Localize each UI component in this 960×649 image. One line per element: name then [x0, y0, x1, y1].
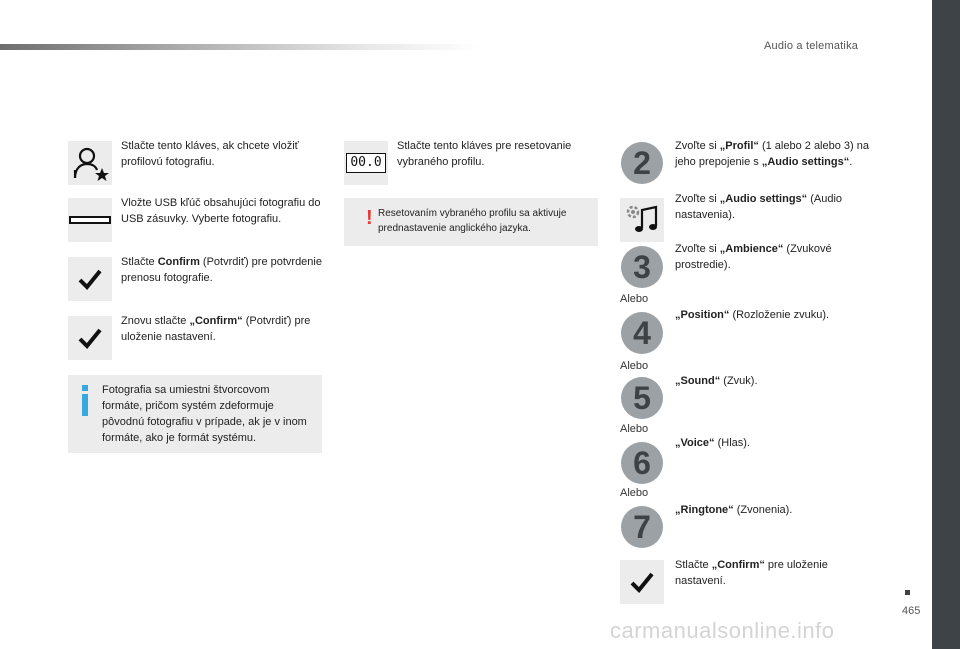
step-confirm-save-text [121, 313, 326, 345]
text-bold: „Confirm“ [189, 315, 243, 327]
text-part: (Hlas). [714, 437, 750, 449]
step-number-label: 5 [621, 377, 663, 419]
text-part: (Potvrdiť) pre potvrdenie prenosu fotografie. [121, 256, 322, 284]
step-usb-text: Vložte USB kľúč obsahujúci fotografiu do USB zásuvky. Vyberte fotografiu. [121, 197, 321, 225]
step-number-3 [620, 245, 664, 289]
checkmark-icon [68, 316, 112, 360]
checkmark-icon [68, 257, 112, 301]
warning-note [344, 198, 598, 246]
step-final-confirm-text [675, 557, 875, 589]
text-part: (1 alebo 2 alebo 3) na jeho prepojenie s [675, 140, 869, 168]
text-part: Stlačte [675, 559, 712, 571]
header-gradient-bar [0, 44, 480, 50]
text-part: Zvoľte si [675, 243, 720, 255]
text-bold: „Audio settings“ [761, 156, 850, 168]
step-number-2 [620, 141, 664, 185]
step-number-6 [620, 441, 664, 485]
text-part: (Potvrdiť) pre uloženie nastavení. [121, 315, 311, 343]
text-part: Znovu stlačte [121, 315, 190, 327]
text-bold: „Position“ [675, 309, 730, 321]
section-title: Audio a telematika [764, 40, 859, 52]
page-number: 465 [902, 605, 921, 617]
text-part: (Audio nastavenia). [675, 193, 843, 221]
user-profile-star-icon [68, 141, 112, 185]
text-part: pre uloženie nastavení. [675, 559, 828, 587]
page-marker [905, 590, 910, 595]
step-position-text [675, 307, 875, 323]
step-audio-settings-text [675, 191, 875, 223]
text-bold: „Profil“ [719, 140, 759, 152]
warning-icon: ! [366, 207, 373, 229]
text-bold: „Ambience“ [719, 243, 784, 255]
text-part: Zvoľte si [675, 193, 720, 205]
info-note-text: Fotografia sa umiestni štvorcovom formáte, pričom systém zdeformuje pôvodnú fotografiu v prípade, ak je v inom formáte, ako je formát systému. [102, 384, 307, 444]
text-part: (Zvonenia). [733, 504, 793, 516]
step-number-7 [620, 505, 664, 549]
step-ambience-text [675, 241, 875, 273]
text-part: . [849, 156, 853, 168]
step-confirm-transfer-text [121, 254, 326, 286]
text-part: (Rozloženie zvuku). [729, 309, 830, 321]
step-number-5 [620, 376, 664, 420]
text-bold: Confirm [157, 256, 200, 268]
side-strip [932, 0, 960, 649]
step-number-label: 3 [621, 246, 663, 288]
alebo-label: Alebo [620, 487, 649, 499]
gear-music-note-icon [620, 198, 664, 242]
step-ringtone-text [675, 502, 875, 518]
step-voice-text [675, 435, 875, 451]
warning-note-text: Resetovaním vybraného profilu sa aktivuje prednastavenie anglického jazyka. [378, 208, 567, 234]
info-icon [81, 385, 89, 416]
text-bold: „Confirm“ [711, 559, 765, 571]
alebo-label: Alebo [620, 360, 649, 372]
text-bold: „Voice“ [675, 437, 715, 449]
info-note [68, 375, 322, 453]
text-bold: „Audio settings“ [719, 193, 808, 205]
text-part: (Zvuk). [720, 375, 758, 387]
step-number-label: 7 [621, 506, 663, 548]
reset-display-icon [344, 141, 388, 185]
step-sound-text [675, 373, 875, 389]
reset-label: 00.0 [346, 153, 386, 173]
checkmark-icon [620, 560, 664, 604]
step-number-4 [620, 311, 664, 355]
alebo-label: Alebo [620, 293, 649, 305]
text-part: Zvoľte si [675, 140, 720, 152]
alebo-label: Alebo [620, 423, 649, 435]
text-part: (Zvukové prostredie). [675, 243, 832, 271]
text-part: Stlačte [121, 256, 158, 268]
step-reset-text: Stlačte tento kláves pre resetovanie vybraného profilu. [397, 140, 572, 168]
watermark: carmanualsonline.info [610, 618, 835, 643]
step-profile-select-text [675, 138, 875, 170]
step-number-label: 4 [621, 312, 663, 354]
usb-slot-icon [68, 198, 112, 242]
step-number-label: 6 [621, 442, 663, 484]
step-number-label: 2 [621, 142, 663, 184]
step-profile-photo-text: Stlačte tento kláves, ak chcete vložiť profilovú fotografiu. [121, 140, 299, 168]
text-bold: „Ringtone“ [675, 504, 734, 516]
text-bold: „Sound“ [675, 375, 721, 387]
